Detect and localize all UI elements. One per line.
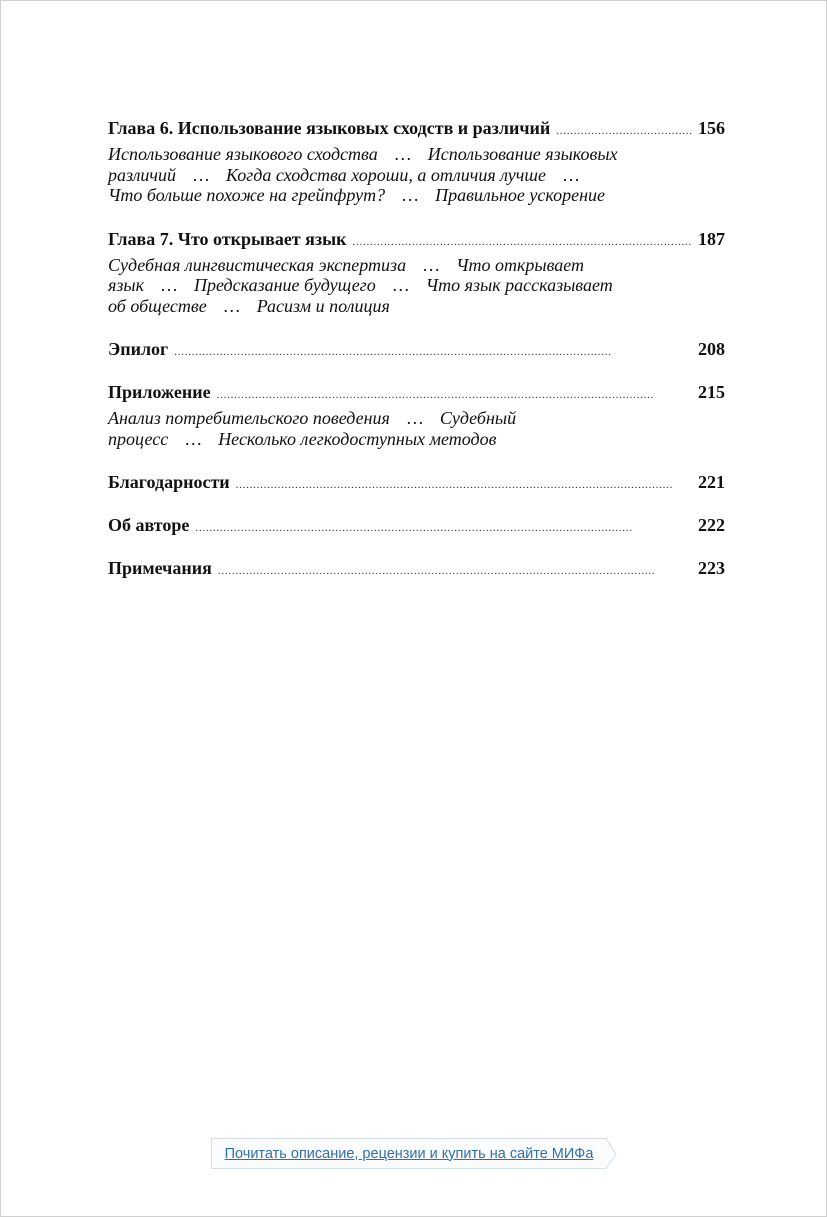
toc-subsection-text: Несколько легкодоступных методов: [218, 428, 497, 449]
toc-subsection-text: Судебный: [439, 408, 517, 428]
toc-subsection-text: различий: [108, 164, 177, 185]
toc-subsection-line: [108, 185, 648, 206]
toc-entry-line: [108, 471, 725, 493]
dot-leader: [353, 231, 692, 253]
toc-entry-line: [108, 338, 725, 360]
toc-entry: [108, 514, 725, 536]
toc-separator: …: [222, 295, 241, 316]
toc-entry: [108, 557, 725, 579]
toc-subsections: [108, 408, 648, 449]
toc-subsection-text: язык: [108, 275, 144, 295]
toc-subsection-line: [108, 144, 648, 165]
toc-gap: [108, 449, 725, 471]
toc-entry: [108, 381, 725, 449]
toc-entry: [108, 117, 725, 206]
toc-subsection-line: [108, 255, 648, 276]
shop-link[interactable]: Почитать описание, рецензии и купить на сайте МИФа: [224, 1145, 594, 1162]
toc-page-number: 215: [698, 382, 725, 402]
toc-subsection-line: [108, 275, 648, 296]
toc-entry: [108, 338, 725, 360]
toc-entry-title: Примечания: [108, 558, 212, 578]
toc-entry-title: Об авторе: [108, 515, 190, 535]
toc-subsection-text: Что больше похоже на грейпфрут?: [108, 185, 386, 205]
toc-subsection-line: [108, 165, 648, 186]
toc-separator: …: [393, 144, 412, 164]
toc-page-number: 208: [698, 339, 725, 359]
toc-subsection-text: Использование языкового сходства: [108, 144, 378, 164]
toc-gap: [108, 536, 725, 557]
toc-subsection-text: Расизм и полиция: [256, 295, 390, 316]
toc-page-number: 187: [698, 228, 725, 249]
toc-gap: [108, 493, 725, 514]
toc-gap: [108, 316, 725, 338]
toc-entry-title: Эпилог: [108, 339, 169, 359]
toc-entry-line: [108, 381, 725, 403]
toc-entry-title: Приложение: [108, 382, 211, 402]
toc-separator: …: [160, 275, 178, 295]
toc-entry-line: [108, 117, 725, 139]
toc-entry: [108, 228, 725, 317]
toc-subsection-line: [108, 296, 648, 317]
toc-separator: …: [192, 164, 211, 185]
toc-entry-line: [108, 514, 725, 536]
shop-link-button[interactable]: [211, 1138, 606, 1169]
toc-subsections: [108, 144, 648, 206]
toc-page-number: 223: [698, 558, 725, 578]
dot-leader: [556, 120, 692, 142]
toc-gap: [108, 206, 725, 228]
toc-subsection-text: Анализ потребительского поведения: [108, 408, 390, 428]
toc-page-number: 222: [698, 515, 725, 535]
toc-entry-title: Глава 6. Использование языковых сходств и различий: [108, 118, 551, 138]
toc-separator: …: [184, 428, 203, 449]
dot-leader: [195, 517, 692, 539]
toc-gap: [108, 360, 725, 381]
toc-page-number: 221: [698, 472, 725, 492]
dot-leader: [218, 560, 692, 582]
toc-page-number: 156: [698, 118, 725, 138]
toc-subsection-line: [108, 408, 648, 429]
toc-separator: …: [391, 275, 410, 295]
toc-separator: …: [401, 185, 420, 205]
toc-subsection-text: Что язык рассказывает: [425, 275, 613, 295]
table-of-contents: [108, 117, 725, 579]
dot-leader: [217, 384, 692, 406]
toc-entry: [108, 471, 725, 493]
toc-subsection-text: процесс: [108, 428, 169, 449]
toc-subsection-text: Правильное ускорение: [435, 185, 605, 205]
toc-separator: …: [561, 164, 580, 185]
toc-entry-title: Благодарности: [108, 472, 230, 492]
toc-entry-line: [108, 557, 725, 579]
toc-subsection-text: Судебная лингвистическая экспертиза: [108, 254, 407, 275]
button-arrow-icon: [605, 1138, 617, 1169]
toc-subsection-line: [108, 429, 648, 450]
toc-entry-title: Глава 7. Что открывает язык: [108, 228, 347, 249]
toc-subsection-text: Что открывает: [456, 254, 585, 275]
dot-leader: [174, 341, 692, 363]
toc-subsection-text: об обществе: [108, 295, 207, 316]
toc-subsection-text: Когда сходства хороши, а отличия лучше: [226, 164, 546, 185]
toc-separator: …: [422, 254, 441, 275]
toc-entry-line: [108, 228, 725, 250]
toc-subsections: [108, 255, 648, 317]
toc-subsection-text: Предсказание будущего: [194, 275, 376, 295]
toc-subsection-text: Использование языковых: [427, 144, 618, 164]
toc-separator: …: [405, 408, 424, 428]
dot-leader: [236, 474, 692, 496]
